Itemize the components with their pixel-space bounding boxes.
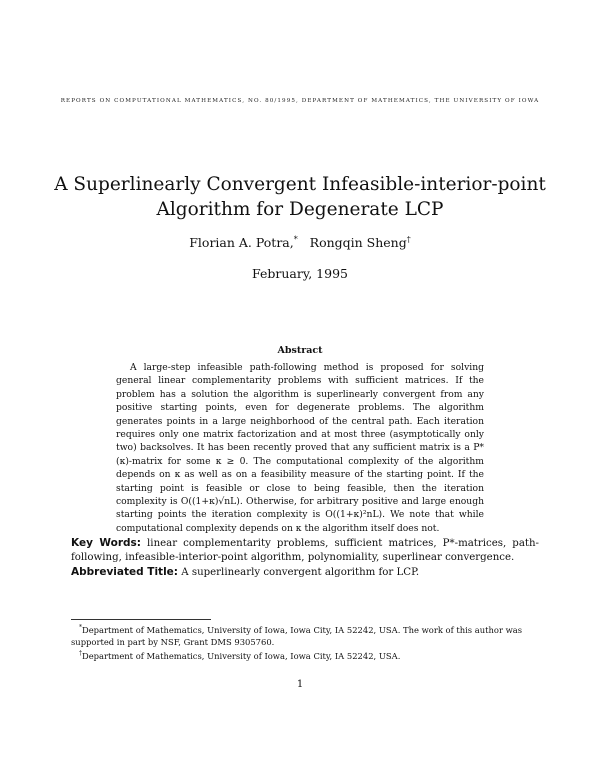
abstract-text: A large-step infeasible path-following method is proposed for solving general linear complementarity problems with sufficient matrices. If the problem has a solution the algorithm is superlinearly convergent from any positive starting points, even for degenerate problems. The algorithm generates points in a large neighborhood of the central path. Each iteration requires only one matrix factorization and at most three (asymptotically only two) backsolves. It has been recently proved that any sufficient matrix is a P*(κ)-matrix for some κ ≥ 0. The computational complexity of the algorithm depends on κ as well as on a feasibility measure of the starting point. If the starting point is feasible or close to being feasible, then the iteration complexity is O((1+κ)√nL). Otherwise, for arbitrary positive and large enough starting points the iteration complexity is O((1+κ)²nL). We note that while computational complexity depends on κ the algorithm itself does not. (116, 362, 484, 534)
author-1-footnote-mark: * (293, 235, 298, 244)
footnote-2-mark: † (79, 649, 82, 657)
abbreviated-title-line (71, 565, 539, 580)
keywords-label: Key Words: (71, 537, 141, 549)
footnotes (71, 622, 533, 662)
publication-date: February, 1995 (251, 266, 348, 281)
footnote-1 (71, 622, 533, 648)
author-list (0, 235, 600, 250)
footnote-1-mark: * (79, 624, 82, 631)
keywords-block (71, 536, 539, 580)
footnote-1-text: Department of Mathematics, University of Iowa, Iowa City, IA 52242, USA. The work of this author was supported in part by NSF, Grant DMS 9305760. (71, 624, 523, 647)
paper-title (40, 172, 560, 222)
footnote-divider (71, 619, 211, 620)
footnote-2 (71, 648, 533, 662)
running-head: REPORTS ON COMPUTATIONAL MATHEMATICS, NO. 80/1995, DEPARTMENT OF MATHEMATICS, THE UNIVERSITY OF IOWA (60, 98, 540, 104)
title-line-1: A Superlinearly Convergent Infeasible-interior-point (54, 174, 546, 195)
author-2: Rongqin Sheng (309, 235, 407, 251)
abbreviated-title-text: A superlinearly convergent algorithm for LCP. (181, 567, 420, 578)
footnote-2-text: Department of Mathematics, University of Iowa, Iowa City, IA 52242, USA. (82, 650, 401, 661)
title-line-2: Algorithm for Degenerate LCP (156, 199, 444, 220)
keywords-line (71, 536, 539, 565)
abbreviated-title-label: Abbreviated Title: (71, 566, 178, 578)
author-2-footnote-mark: † (406, 235, 411, 244)
page-number: 1 (296, 679, 304, 690)
keywords-text: linear complementarity problems, sufficient matrices, P*-matrices, path-following, infeasible-interior-point algorithm, polynomiality, superlinear convergence. (71, 538, 539, 563)
author-1: Florian A. Potra, (189, 235, 294, 251)
abstract-heading: Abstract (277, 345, 323, 356)
